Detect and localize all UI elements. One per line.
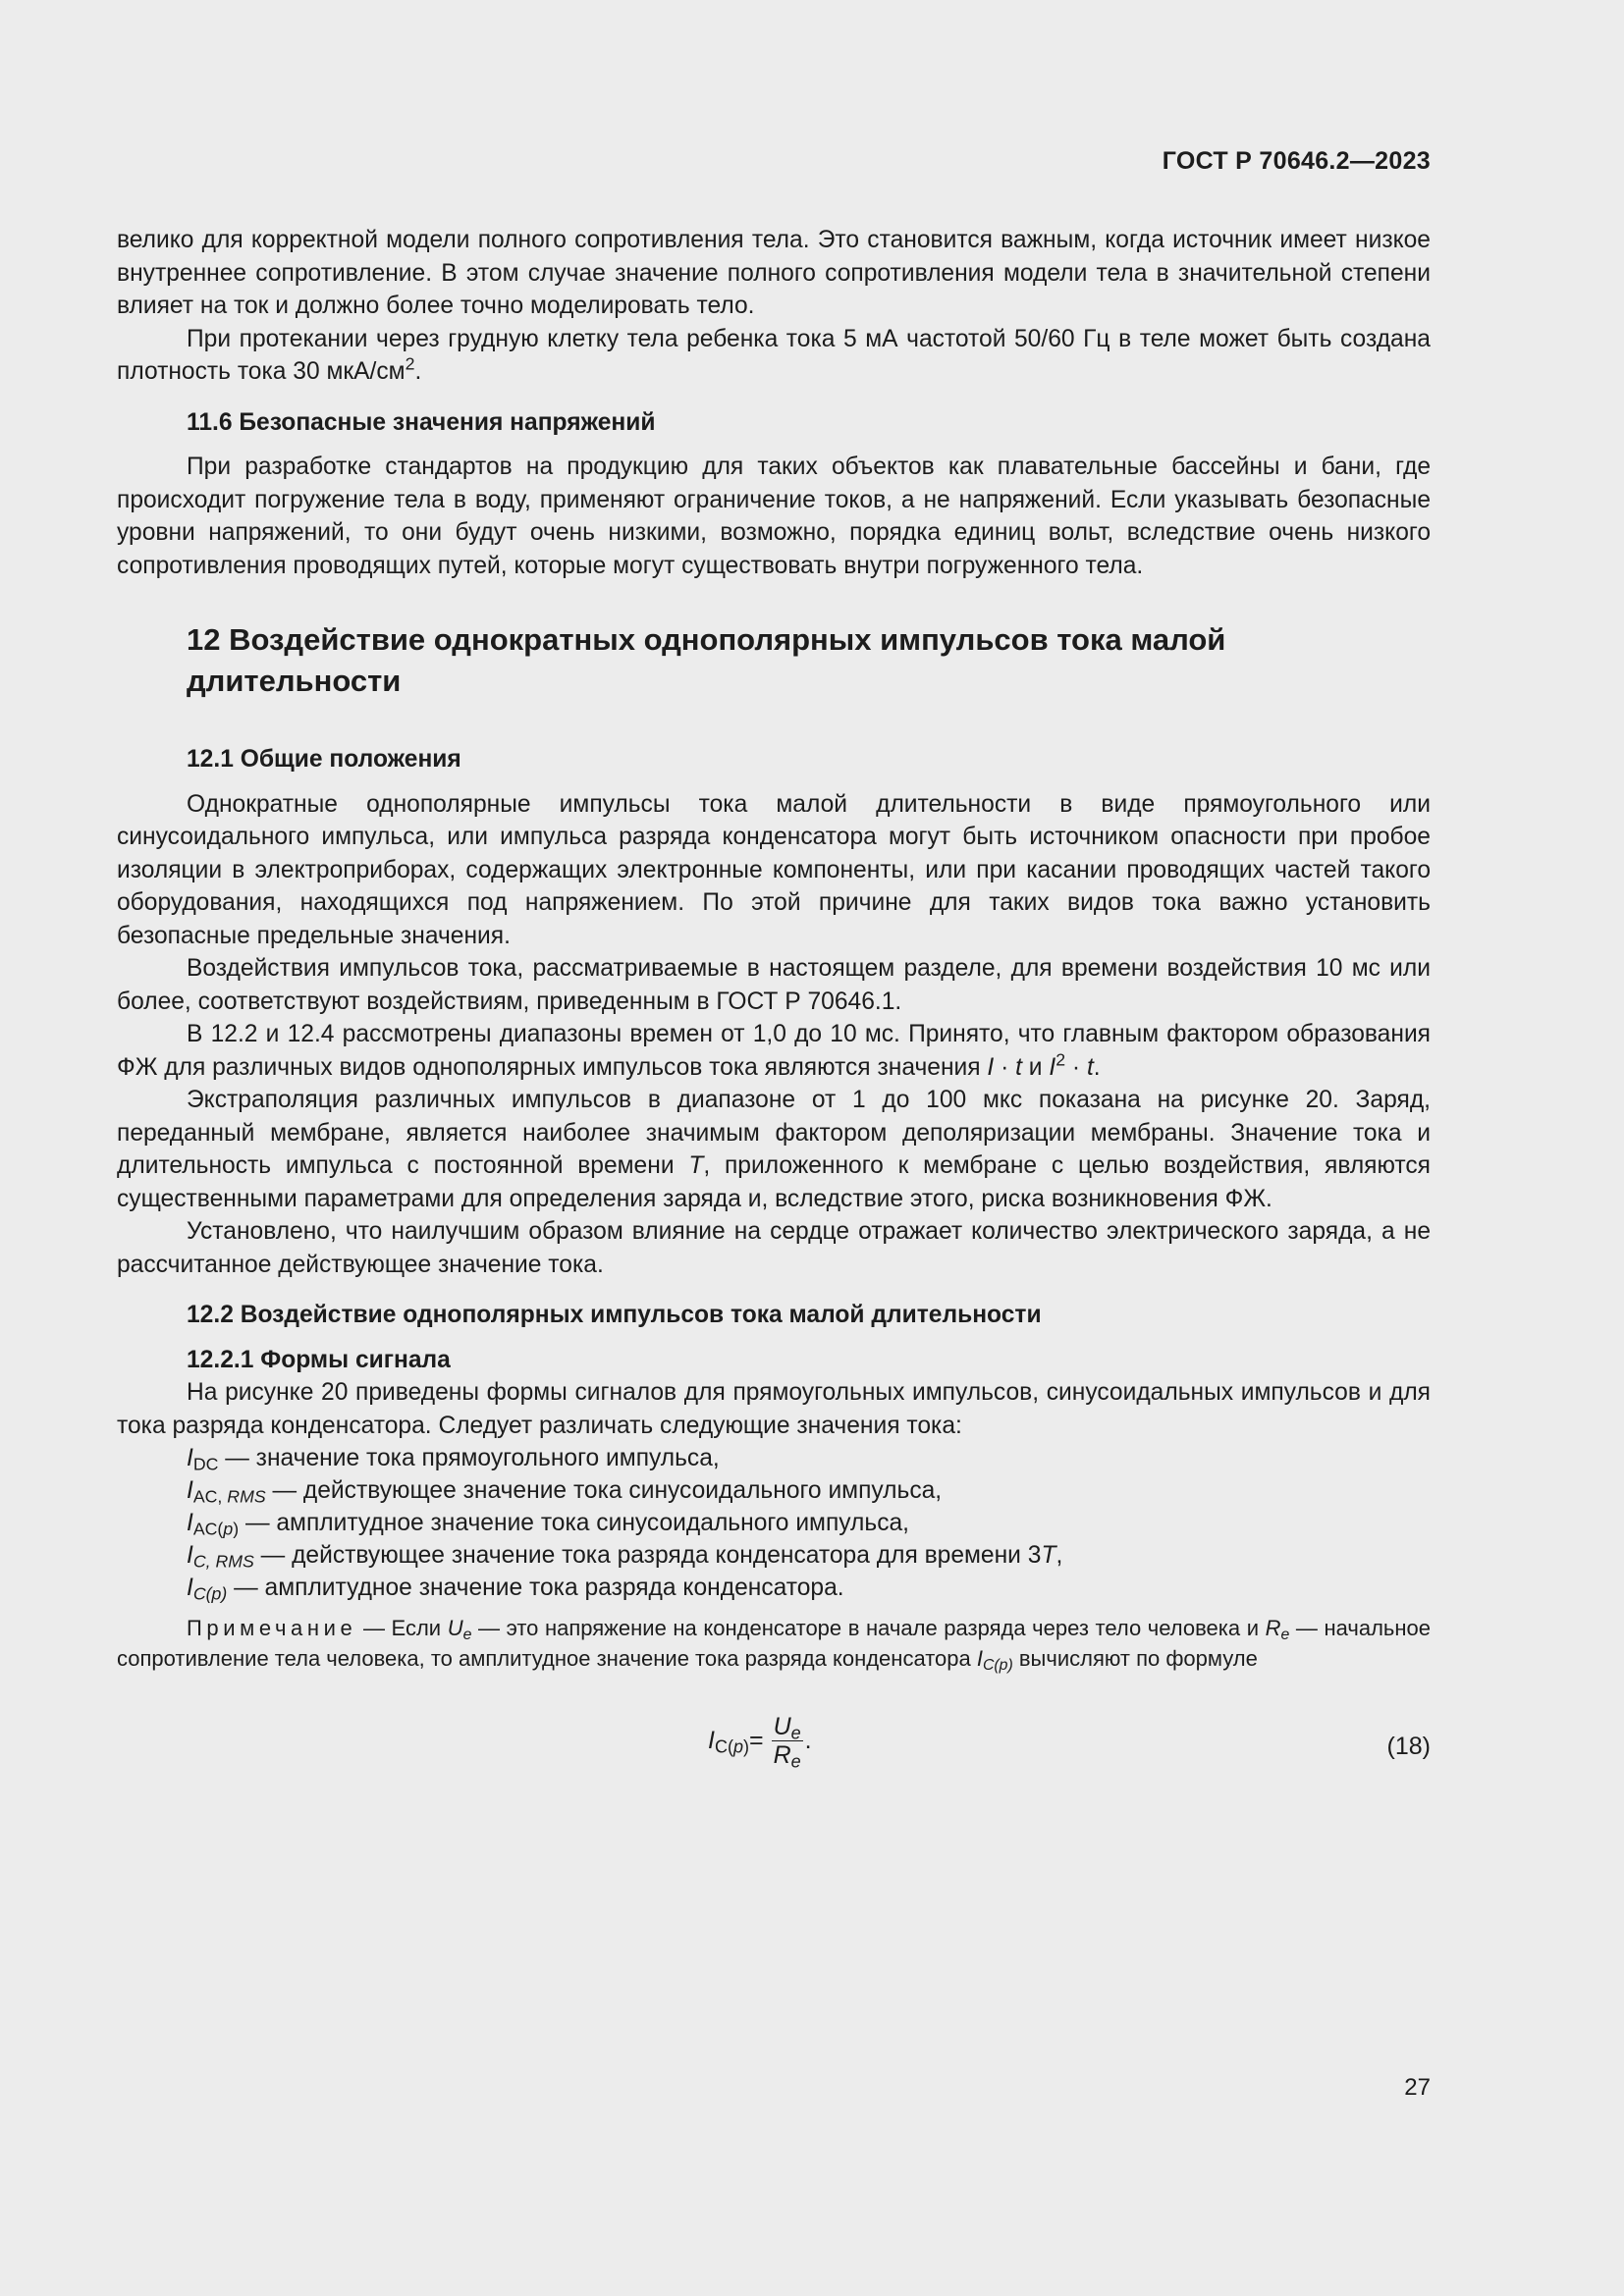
subsection-heading: 12.1 Общие положения: [187, 746, 461, 773]
subsection-heading: 11.6 Безопасные значения напряжений: [187, 408, 656, 436]
numerator: $U_e$: [773, 1713, 801, 1743]
paragraph: велико для корректной модели полного сопротивления тела. Это становится важным, когда источник имеет низкое внутреннее сопротивление. В этом случае значение полного сопротивления модели тела в значительной степени влияет на ток и должно более точно моделировать тело.: [117, 227, 1431, 319]
subsection-heading: 12.2 Воздействие однополярных импульсов тока малой длительности: [187, 1302, 1042, 1328]
formula-18: [117, 1713, 1431, 1791]
definition-item: $I_{AC(p)}$ — амплитудное значение тока синусоидального импульса,: [187, 1510, 910, 1539]
denominator: $R_e$: [773, 1741, 801, 1772]
formula-expression: $I_{C(p)}$ = $\frac{U_e}{R_e}$ .: [708, 1713, 812, 1772]
note-paragraph: Примечание — Если $U_e$ — это напряжение на конденсаторе в начале разряда через тело человека и $R_e$ — начальное сопротивление тела человека, то амплитудное значение тока разряда конденсатора $I_{C(p)}$ вычисляют по формуле: [117, 1616, 1432, 1674]
paragraph: Однократные однополярные импульсы тока малой длительности в виде прямоугольного или синусоидального импульса, или импульса разряда конденсатора могут быть источником опасности при пробое изоляции в электроприборах, содержащих электронные компоненты, или при касании проводящих частей такого оборудования, находящихся под напряжением. По этой причине для таких видов тока важно установить безопасные предельные значения.: [117, 790, 1431, 949]
paragraph: На рисунке 20 приведены формы сигналов для прямоугольных импульсов, синусоидальных импульсов и для тока разряда конденсатора. Следует различать следующие значения тока:: [117, 1379, 1431, 1439]
paragraph: Установлено, что наилучшим образом влияние на сердце отражает количество электрического заряда, а не рассчитанное действующее значение тока.: [117, 1218, 1431, 1278]
document-code: ГОСТ Р 70646.2—2023: [1162, 147, 1431, 175]
definition-item: $I_{C(p)}$ — амплитудное значение тока разряда конденсатора.: [187, 1575, 844, 1604]
definition-item: $I_{AC,}$ $_{RMS}$ — действующее значение тока синусоидального импульса,: [187, 1477, 943, 1507]
page-content: [117, 224, 1431, 1791]
paragraph: Экстраполяция различных импульсов в диапазоне от 1 до 100 мкс показана на рисунке 20. Заряд, переданный мембране, является наиболее значимым фактором деполяризации мембраны. Значение тока и длительность импульса с постоянной времени T, приложенного к мембране с целью воздействия, являются существенными параметрами для определения заряда и, вследствие этого, риска возникновения ФЖ.: [117, 1087, 1431, 1212]
paragraph: При разработке стандартов на продукцию для таких объектов как плавательные бассейны и бани, где происходит погружение тела в воду, применяют ограничение токов, а не напряжений. Если указывать безопасные уровни напряжений, то они будут очень низкими, возможно, порядка единиц вольт, вследствие очень низкого сопротивления проводящих путей, которые могут существовать внутри погруженного тела.: [117, 454, 1431, 579]
definition-item: $I_{DC}$ — значение тока прямоугольного импульса,: [187, 1445, 720, 1474]
section-heading: 12 Воздействие однократных однополярных импульсов тока малой длительности: [187, 622, 1226, 698]
paragraph: При протекании через грудную клетку тела ребенка тока 5 мА частотой 50/60 Гц в теле может быть создана плотность тока 30 мкА/$см^2$.: [117, 325, 1431, 385]
definition-item: $I_{C, RMS}$ — действующее значение тока разряда конденсатора для времени 3T,: [187, 1542, 1063, 1572]
formula-number: (18): [1386, 1733, 1431, 1760]
paragraph: В 12.2 и 12.4 рассмотрены диапазоны времен от 1,0 до 10 мс. Принято, что главным фактором образования ФЖ для различных видов однополярных импульсов тока являются значения I · t и $I^2 \cdot t$.: [117, 1021, 1431, 1081]
definition-list: [187, 1442, 1431, 1604]
paragraph: Воздействия импульсов тока, рассматриваемые в настоящем разделе, для времени воздействия 10 мс или более, соответствуют воздействиям, приведенным в ГОСТ Р 70646.1.: [117, 955, 1431, 1015]
page-number: 27: [1404, 2074, 1431, 2101]
clause-heading: 12.2.1 Формы сигнала: [187, 1346, 451, 1373]
fraction: [772, 1713, 803, 1772]
